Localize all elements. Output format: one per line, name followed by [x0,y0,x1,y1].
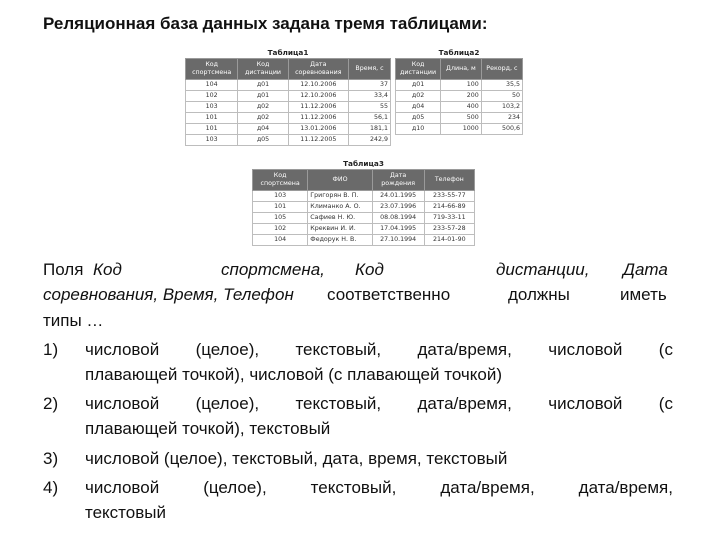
table-cell: 400 [441,102,482,113]
table-2-header-row [396,59,523,80]
table-cell: 719-33-11 [424,213,474,224]
question-text: должны [508,285,570,304]
table-row [396,113,523,124]
table-cell: д04 [238,124,288,135]
table-3-header: ФИО [308,170,372,191]
table-row [253,191,475,202]
table-cell: д02 [238,102,288,113]
option-number: 4) [43,478,59,497]
table-cell: 200 [441,91,482,102]
table-2-caption: Таблица2 [438,48,480,57]
table-cell: 500,6 [481,124,522,135]
question-word: спортсмена, [221,260,325,279]
table-cell: 103,2 [481,102,522,113]
option-line: текстовый [85,503,166,522]
question-line-3: типы … [43,311,104,330]
table-row [396,80,523,91]
table-cell: 23.07.1996 [372,202,424,213]
option-word: (целое), [195,340,260,359]
table-cell: 103 [186,135,238,146]
option-word: дата/время, [417,340,512,359]
table-row [186,124,391,135]
table-1-header: Дата соревнования [288,59,348,80]
table-3-header-row [253,170,475,191]
table-cell: 103 [253,191,308,202]
table-2-header: Длина, м [441,59,482,80]
option-line: плавающей точкой), числовой (с плавающей точкой) [85,365,502,384]
table-3-header: Дата рождения [372,170,424,191]
table-cell: 55 [348,102,390,113]
option-line [85,338,673,362]
table-cell: 100 [441,80,482,91]
table-2-header: Рекорд, с [481,59,522,80]
table-cell: 56,1 [348,113,390,124]
table-row [253,213,475,224]
table-row [186,91,391,102]
table-cell: 17.04.1995 [372,224,424,235]
table-row [253,235,475,246]
question-word: Дата [623,260,668,279]
table-cell: 24.01.1995 [372,191,424,202]
option-word: числовой [85,394,160,413]
table-1-header: Код дистанции [238,59,288,80]
option-line [85,476,673,500]
question-line-1 [43,258,673,282]
table-row [396,91,523,102]
question-text: соответственно [327,285,451,304]
option-line: плавающей точкой), текстовый [85,419,331,438]
table-cell: Климанко А. О. [308,202,372,213]
option-word: дата/время, [417,394,512,413]
option-word: числовой [85,340,160,359]
option-word: числовой [548,394,623,413]
option-word: текстовый, [295,394,382,413]
table-cell: 242,9 [348,135,390,146]
option-word: текстовый, [295,340,382,359]
table-cell: д02 [396,91,441,102]
table-cell: д01 [238,91,288,102]
table-cell: 101 [186,113,238,124]
table-2-header: Код дистанции [396,59,441,80]
table-row [186,113,391,124]
option-word: текстовый, [310,478,397,497]
table-cell: 33,4 [348,91,390,102]
table-cell: д02 [238,113,288,124]
table-1-header-row [186,59,391,80]
option-word: (целое), [203,478,267,497]
option-line: числовой (целое), текстовый, дата, время, текстовый [85,449,508,468]
table-cell: 37 [348,80,390,91]
table-cell: 105 [253,213,308,224]
table-cell: 13.01.2006 [288,124,348,135]
question-word: Код [355,260,384,279]
table-cell: 27.10.1994 [372,235,424,246]
question-line-2 [43,283,673,307]
table-cell: 233-57-28 [424,224,474,235]
question-word: дистанции, [496,260,590,279]
table-row [253,202,475,213]
option-number: 2) [43,394,59,413]
table-cell: 101 [186,124,238,135]
table-cell: 12.10.2006 [288,91,348,102]
option-number: 1) [43,340,59,359]
table-row [186,135,391,146]
table-1-caption: Таблица1 [267,48,309,57]
option-word: (с [658,394,673,413]
option-word: дата/время, [578,478,673,497]
option-word: (целое), [195,394,260,413]
option-number: 3) [43,449,59,468]
table-cell: Федорук Н. В. [308,235,372,246]
table-cell: 11.12.2005 [288,135,348,146]
table-cell: 35,5 [481,80,522,91]
table-cell: д05 [396,113,441,124]
table-3-caption: Таблица3 [343,159,384,168]
question-text: иметь [620,285,667,304]
table-cell: 1000 [441,124,482,135]
table-cell: 214-01-90 [424,235,474,246]
question-word: Код [93,260,122,279]
question-fields: соревнования, Время, Телефон [43,285,294,304]
option-word: числовой [85,478,160,497]
table-cell: 11.12.2006 [288,102,348,113]
table-cell: 50 [481,91,522,102]
table-cell: 500 [441,113,482,124]
table-cell: 12.10.2006 [288,80,348,91]
table-cell: Сафиев Н. Ю. [308,213,372,224]
page-title: Реляционная база данных задана тремя таблицами: [43,14,488,33]
table-cell: 08.08.1994 [372,213,424,224]
table-3-header: Телефон [424,170,474,191]
table-cell: 234 [481,113,522,124]
table-cell: Григорян В. П. [308,191,372,202]
option-line [85,392,673,416]
table-1-header: Время, с [348,59,390,80]
question-word: Поля [43,260,84,279]
table-cell: д04 [396,102,441,113]
table-row [396,124,523,135]
table-1-header: Код спортсмена [186,59,238,80]
table-3-header: Код спортсмена [253,170,308,191]
table-cell: д10 [396,124,441,135]
table-cell: 102 [186,91,238,102]
table-row [253,224,475,235]
table-cell: 101 [253,202,308,213]
table-row [186,102,391,113]
table-cell: 11.12.2006 [288,113,348,124]
option-word: (с [658,340,673,359]
table-cell: 214-66-89 [424,202,474,213]
table-cell: Креквин И. И. [308,224,372,235]
table-cell: 181,1 [348,124,390,135]
table-3 [252,158,475,246]
table-cell: 104 [253,235,308,246]
table-cell: 103 [186,102,238,113]
table-cell: 104 [186,80,238,91]
table-cell: д05 [238,135,288,146]
table-cell: 233-55-77 [424,191,474,202]
table-cell: д01 [238,80,288,91]
table-row [396,102,523,113]
table-cell: д01 [396,80,441,91]
table-2 [395,47,523,135]
table-1 [185,47,391,146]
option-word: дата/время, [440,478,535,497]
option-word: числовой [548,340,623,359]
table-row [186,80,391,91]
table-cell: 102 [253,224,308,235]
